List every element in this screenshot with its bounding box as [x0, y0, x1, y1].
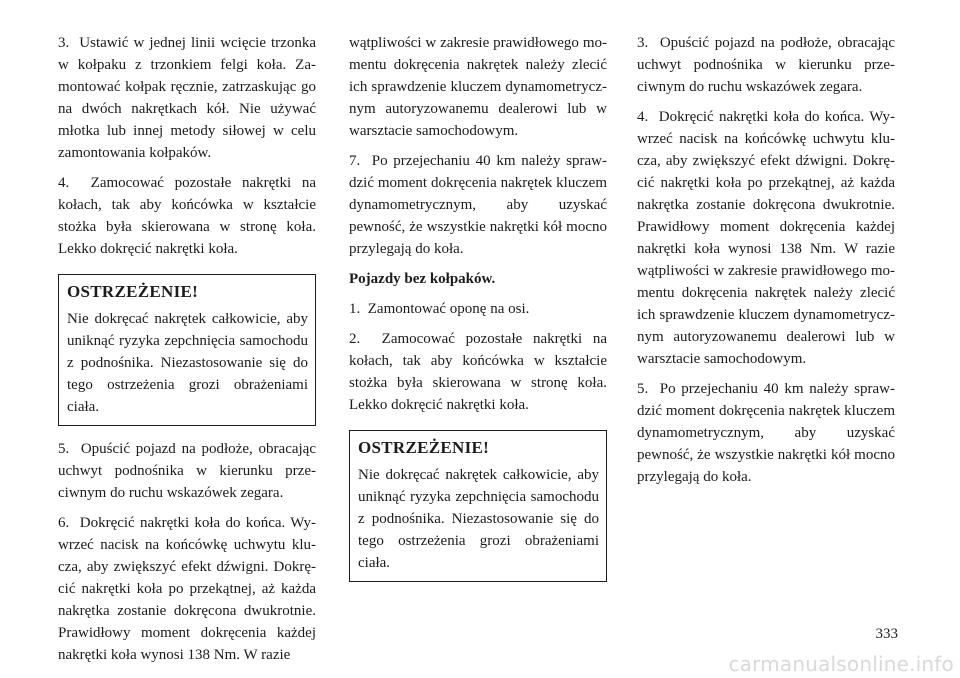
instruction-paragraph: 3. Ustawić w jednej linii wcięcie trzonka w kołpaku z trzonkiem felgi koła. Zamontować kołpak ręcznie, zatrzaskując go na dwóch nakrętkach kół. Nie używać młotka lub innej metody siłowej w celu zamontowania kołpaków.: [58, 35, 316, 161]
instruction-paragraph: 3. Opuścić pojazd na podłoże, obracając uchwyt podnośnika w kierunku przeciwnym do ruchu wskazówek zegara.: [637, 35, 895, 95]
warning-box: [58, 274, 316, 426]
instruction-paragraph: 5. Opuścić pojazd na podłoże, obracając uchwyt podnośnika w kierunku przeciwnym do ruchu wskazówek zegara.: [58, 441, 316, 501]
text-column-left: [58, 32, 316, 674]
instruction-paragraph: 4. Zamocować pozostałe nakrętki na kołach, tak aby końcówka w kształcie stożka była skierowana w stronę koła. Lekko dokręcić nakrętki koła.: [58, 175, 316, 257]
text-column-middle: [349, 32, 607, 594]
instruction-paragraph: 5. Po przejechaniu 40 km należy sprawdzić moment dokręcenia nakrętek kluczem dynamometrycznym, aby uzyskać pewność, że wszystkie nakrętki kół mocno przylegają do koła.: [637, 381, 895, 485]
instruction-paragraph: 2. Zamocować pozostałe nakrętki na kołach, tak aby końcówka w kształcie stożka była skierowana w stronę koła. Lekko dokręcić nakrętki koła.: [349, 331, 607, 413]
warning-box: [349, 430, 607, 582]
text-column-right: [637, 32, 895, 496]
instruction-paragraph: 6. Dokręcić nakrętki koła do końca. Wywrzeć nacisk na końcówkę uchwytu klucza, aby zwiększyć efekt dźwigni. Dokręcić nakrętki koła po przekątnej, aż każda nakrętka zostanie dokręcona dwukrotnie. Prawidłowy moment dokręcenia każdej nakrętki koła wynosi 138 Nm. W razie: [58, 515, 316, 663]
warning-text: Nie dokręcać nakrętek całkowicie, aby uniknąć ryzyka zepchnięcia samochodu z podnośnika. Niezastosowanie się do tego ostrzeżenia grozi obrażeniami ciała.: [358, 467, 599, 571]
instruction-paragraph: wątpliwości w zakresie prawidłowego momentu dokręcenia nakrętek należy zlecić ich sprawdzenie kluczem dynamometrycznym autoryzowanemu dealerowi lub w warsztacie samochodowym.: [349, 35, 607, 139]
warning-title: OSTRZEŻENIE!: [358, 438, 490, 457]
warning-title: OSTRZEŻENIE!: [67, 282, 199, 301]
instruction-paragraph: 7. Po przejechaniu 40 km należy sprawdzić moment dokręcenia nakrętek kluczem dynamometrycznym, aby uzyskać pewność, że wszystkie nakrętki kół mocno przylegają do koła.: [349, 153, 607, 257]
warning-text: Nie dokręcać nakrętek całkowicie, aby uniknąć ryzyka zepchnięcia samochodu z podnośnika. Niezastosowanie się do tego ostrzeżenia grozi obrażeniami ciała.: [67, 311, 308, 415]
instruction-paragraph: 4. Dokręcić nakrętki koła do końca. Wywrzeć nacisk na końcówkę uchwytu klucza, aby zwiększyć efekt dźwigni. Dokręcić nakrętki koła po przekątnej, aż każda nakrętka zostanie dokręcona dwukrotnie. Prawidłowy moment dokręcenia każdej nakrętki koła wynosi 138 Nm. W razie wątpliwości w zakresie prawidłowego momentu dokręcenia nakrętek należy zlecić ich sprawdzenie kluczem dynamometrycznym autoryzowanemu dealerowi lub w warsztacie samochodowym.: [637, 109, 895, 367]
section-heading: Pojazdy bez kołpaków.: [349, 271, 496, 287]
instruction-paragraph: 1. Zamontować oponę na osi.: [349, 301, 530, 317]
page-number: 333: [875, 626, 898, 642]
watermark-text: carmanualsonline.info: [728, 652, 954, 676]
